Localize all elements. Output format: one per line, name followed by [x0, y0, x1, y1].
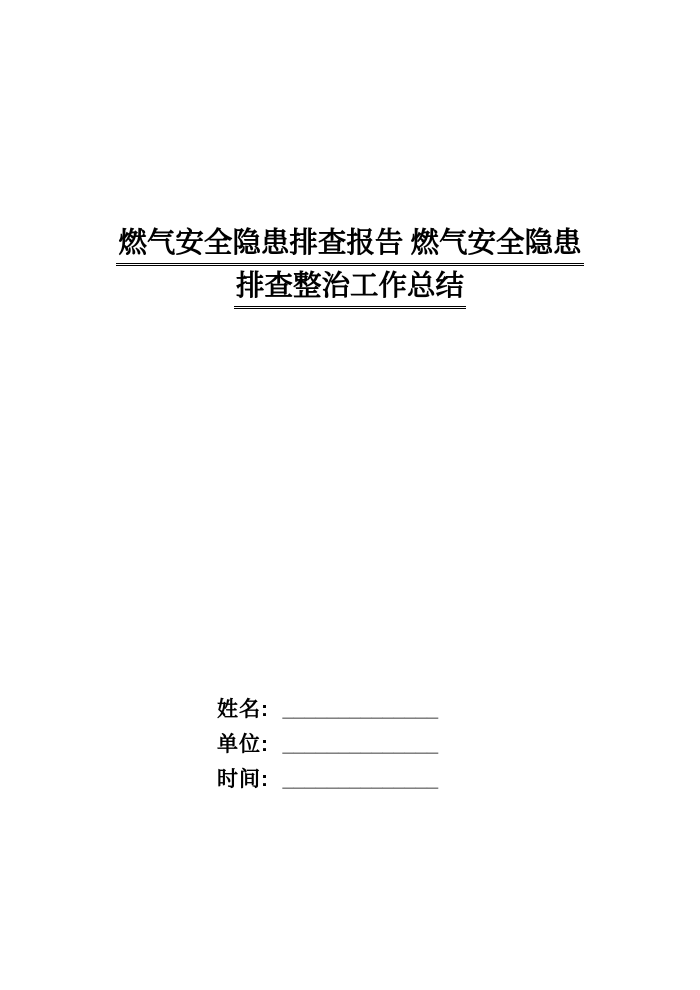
name-field-row — [217, 692, 438, 727]
unit-field-row — [217, 727, 438, 762]
unit-blank-line: ______________ — [282, 734, 439, 756]
document-title-line-2-text: 排查整治工作总结 — [234, 269, 466, 309]
date-label: 时间: — [217, 768, 269, 791]
document-title-line-1-text: 燃气安全隐患排查报告 燃气安全隐患 — [116, 226, 583, 266]
name-blank-line: ______________ — [282, 699, 439, 721]
document-title — [0, 222, 700, 308]
cover-fields — [217, 692, 438, 797]
date-field-row — [217, 762, 438, 797]
name-label: 姓名: — [217, 698, 269, 721]
document-title-line-1 — [0, 222, 700, 265]
date-blank-line: ______________ — [282, 769, 439, 791]
unit-label: 单位: — [217, 733, 269, 756]
document-title-line-2 — [0, 265, 700, 308]
